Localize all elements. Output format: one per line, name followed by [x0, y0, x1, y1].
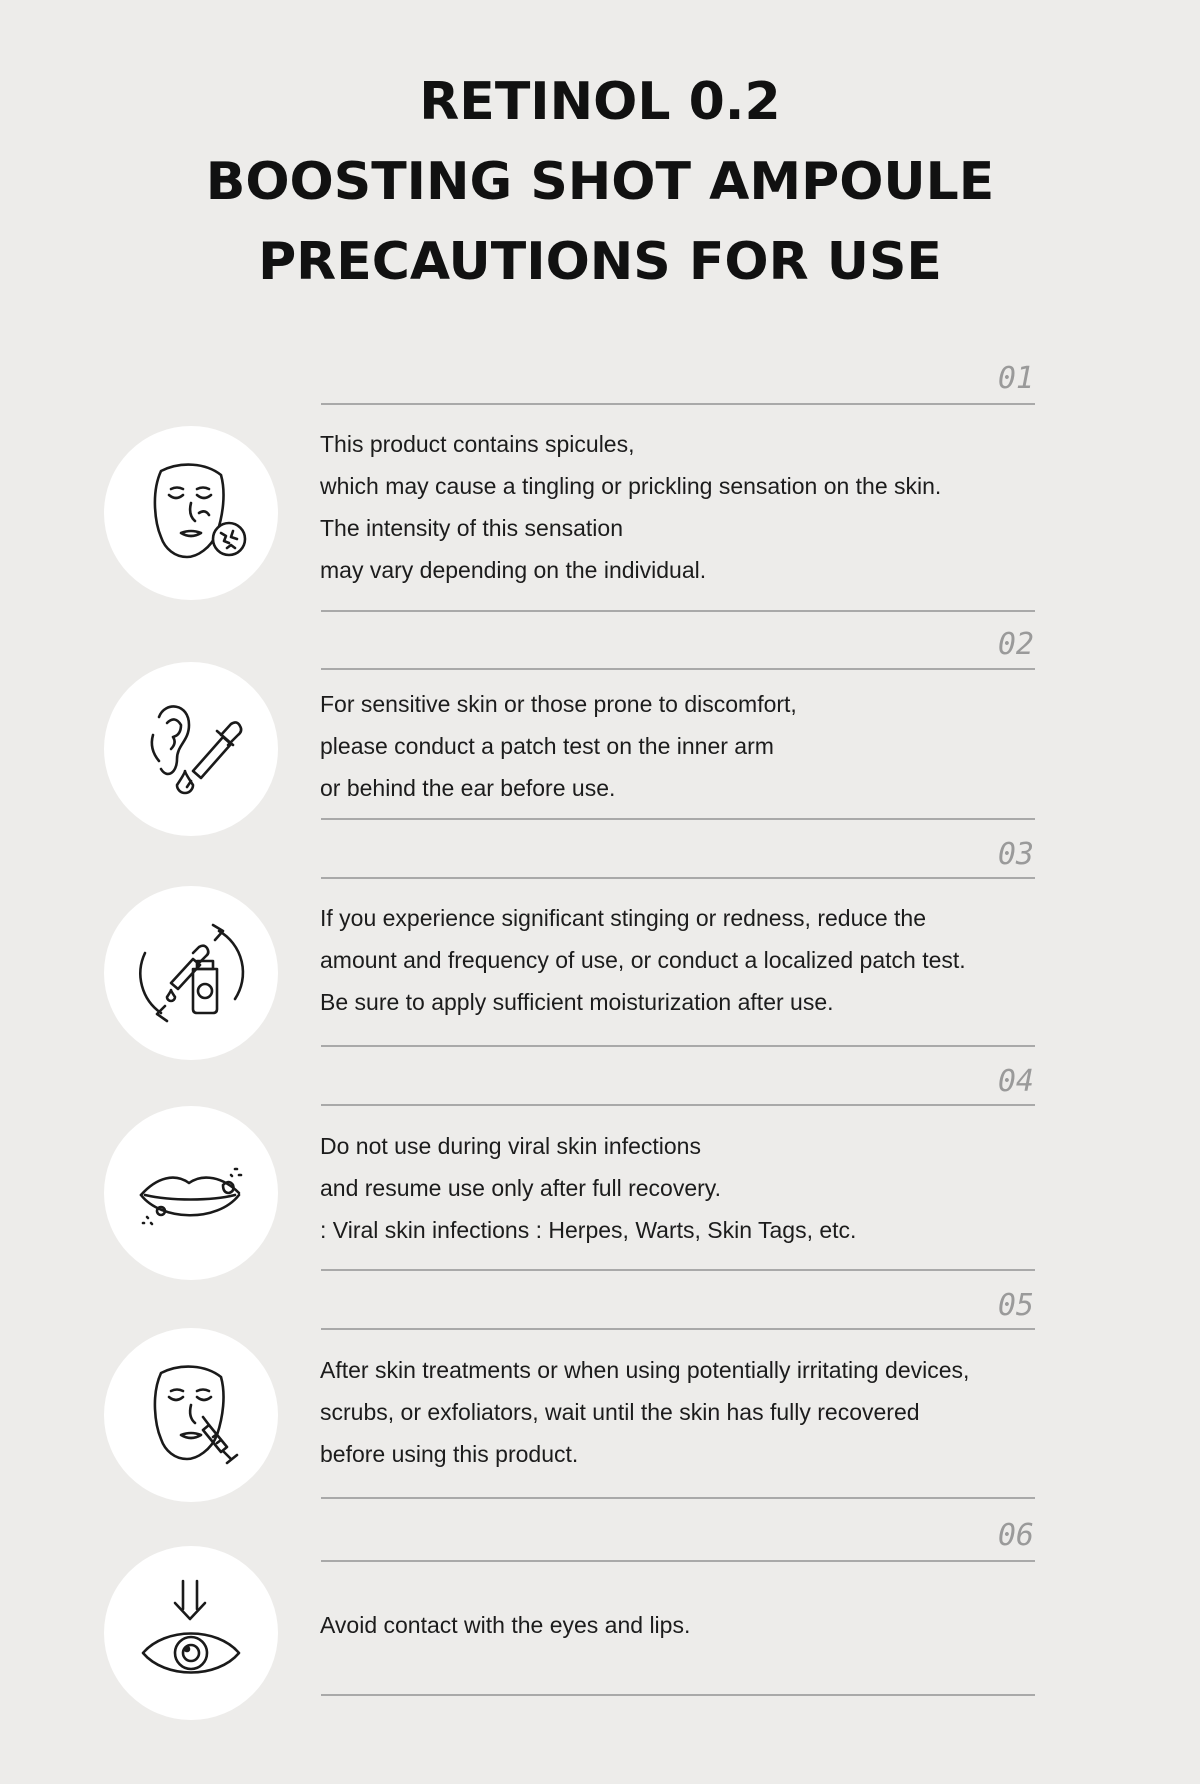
icon-circle: [104, 1106, 278, 1280]
title-line-3: PRECAUTIONS FOR USE: [258, 232, 942, 292]
item-text: [320, 1125, 1060, 1251]
item-number: 04: [997, 1064, 1034, 1099]
page-title: [0, 62, 1200, 302]
icon-circle: [104, 886, 278, 1060]
lips-infection-icon: [131, 1133, 251, 1253]
text-line: For sensitive skin or those prone to discomfort,: [320, 691, 797, 717]
divider-bottom: [321, 610, 1035, 612]
icon-circle: [104, 1328, 278, 1502]
text-line: amount and frequency of use, or conduct a localized patch test.: [320, 947, 966, 973]
divider-top: [321, 668, 1035, 670]
item-number: 06: [997, 1518, 1034, 1553]
face-tingling-icon: [131, 453, 251, 573]
text-line: or behind the ear before use.: [320, 775, 616, 801]
text-line: and resume use only after full recovery.: [320, 1175, 721, 1201]
divider-top: [321, 1560, 1035, 1562]
icon-circle: [104, 662, 278, 836]
text-line: This product contains spicules,: [320, 431, 635, 457]
divider-bottom: [321, 1045, 1035, 1047]
item-text: [320, 1349, 1060, 1475]
dropper-bottle-cycle-icon: [131, 913, 251, 1033]
divider-bottom: [321, 1497, 1035, 1499]
text-line: Avoid contact with the eyes and lips.: [320, 1612, 691, 1638]
text-line: which may cause a tingling or prickling sensation on the skin.: [320, 473, 942, 499]
item-text: [320, 1604, 1060, 1646]
text-line: please conduct a patch test on the inner arm: [320, 733, 774, 759]
divider-bottom: [321, 818, 1035, 820]
icon-circle: [104, 1546, 278, 1720]
text-line: before using this product.: [320, 1441, 579, 1467]
divider-top: [321, 1328, 1035, 1330]
text-line: scrubs, or exfoliators, wait until the skin has fully recovered: [320, 1399, 920, 1425]
text-line: Do not use during viral skin infections: [320, 1133, 701, 1159]
text-line: The intensity of this sensation: [320, 515, 623, 541]
divider-bottom: [321, 1269, 1035, 1271]
item-number: 01: [997, 361, 1034, 396]
item-text: [320, 683, 1060, 809]
item-number: 05: [997, 1288, 1034, 1323]
text-line: : Viral skin infections : Herpes, Warts, Skin Tags, etc.: [320, 1217, 857, 1243]
text-line: may vary depending on the individual.: [320, 557, 707, 583]
face-treatment-icon: [131, 1355, 251, 1475]
divider-top: [321, 877, 1035, 879]
item-text: [320, 423, 1060, 591]
text-line: If you experience significant stinging or redness, reduce the: [320, 905, 927, 931]
divider-top: [321, 403, 1035, 405]
title-line-1: RETINOL 0.2: [419, 72, 781, 132]
item-text: [320, 897, 1060, 1023]
text-line: After skin treatments or when using potentially irritating devices,: [320, 1357, 970, 1383]
ear-dropper-icon: [131, 689, 251, 809]
item-number: 03: [997, 837, 1034, 872]
eye-warning-icon: [131, 1573, 251, 1693]
divider-top: [321, 1104, 1035, 1106]
divider-bottom: [321, 1694, 1035, 1696]
text-line: Be sure to apply sufficient moisturization after use.: [320, 989, 834, 1015]
icon-circle: [104, 426, 278, 600]
title-line-2: BOOSTING SHOT AMPOULE: [205, 152, 995, 212]
item-number: 02: [997, 627, 1034, 662]
